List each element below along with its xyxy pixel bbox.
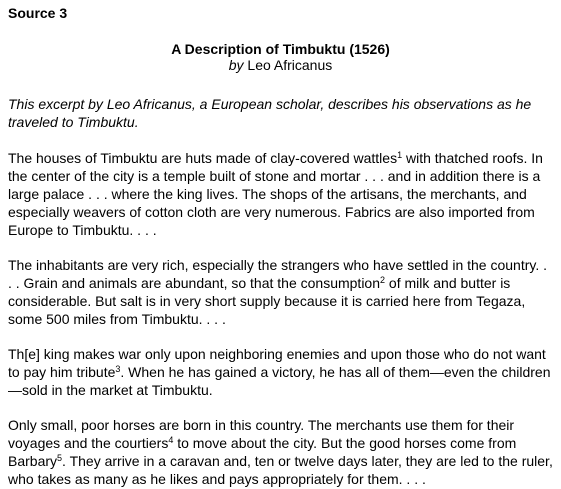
paragraph-text: The inhabitants are very rich, especially the strangers who have settled in the country. . . . Grain and animals are abundant, so that the consumption [8, 257, 548, 291]
footnote-marker: 1 [397, 150, 403, 160]
excerpt-paragraph [8, 256, 553, 328]
source-label: Source 3 [8, 5, 68, 21]
byline-by: by [228, 57, 244, 73]
byline [8, 57, 553, 73]
excerpt-paragraph [8, 345, 553, 399]
excerpt-paragraph [8, 416, 553, 488]
paragraph-text: The houses of Timbuktu are huts made of clay-covered wattles [8, 150, 398, 166]
excerpt-body [8, 149, 553, 488]
paragraph-text: . They arrive in a caravan and, ten or twelve days later, they are led to the ruler, who takes as many as he likes and pays appropriately for them. . . . [8, 453, 553, 487]
footnote-marker: 3 [115, 364, 121, 374]
excerpt-paragraph [8, 149, 553, 239]
paragraph-text: with thatched roofs. In the center of the city is a temple built of stone and mortar . . . and in addition there is a large palace . . . where the king lives. The shops of the artisans, the merchants, and especially weavers of cotton cloth are very numerous. Fabrics are also imported from Europe to Timbuktu. . . . [8, 150, 543, 238]
document-title: A Description of Timbuktu (1526) [171, 41, 390, 57]
paragraph-text: of milk and butter is considerable. But salt is in very short supply because it is carried here from Tegaza, some 500 miles from Timbuktu. . . . [8, 275, 526, 327]
byline-author: Leo Africanus [243, 57, 333, 73]
paragraph-text: Only small, poor horses are born in this country. The merchants use them for their voyages and the courtiers [8, 417, 515, 451]
paragraph-text: Th[e] king makes war only upon neighboring enemies and upon those who do not want to pay him tribute [8, 346, 546, 380]
footnote-marker: 4 [168, 435, 174, 445]
title-block [8, 41, 553, 73]
intro-text: This excerpt by Leo Africanus, a European scholar, describes his observations as he traveled to Timbuktu. [8, 96, 532, 130]
footnote-marker: 5 [57, 453, 63, 463]
paragraph-text: to move about the city. But the good horses come from Barbary [8, 435, 517, 469]
footnote-marker: 2 [380, 275, 386, 285]
paragraph-text: . When he has gained a victory, he has all of them—even the children—sold in the market at Timbuktu. [8, 364, 551, 398]
